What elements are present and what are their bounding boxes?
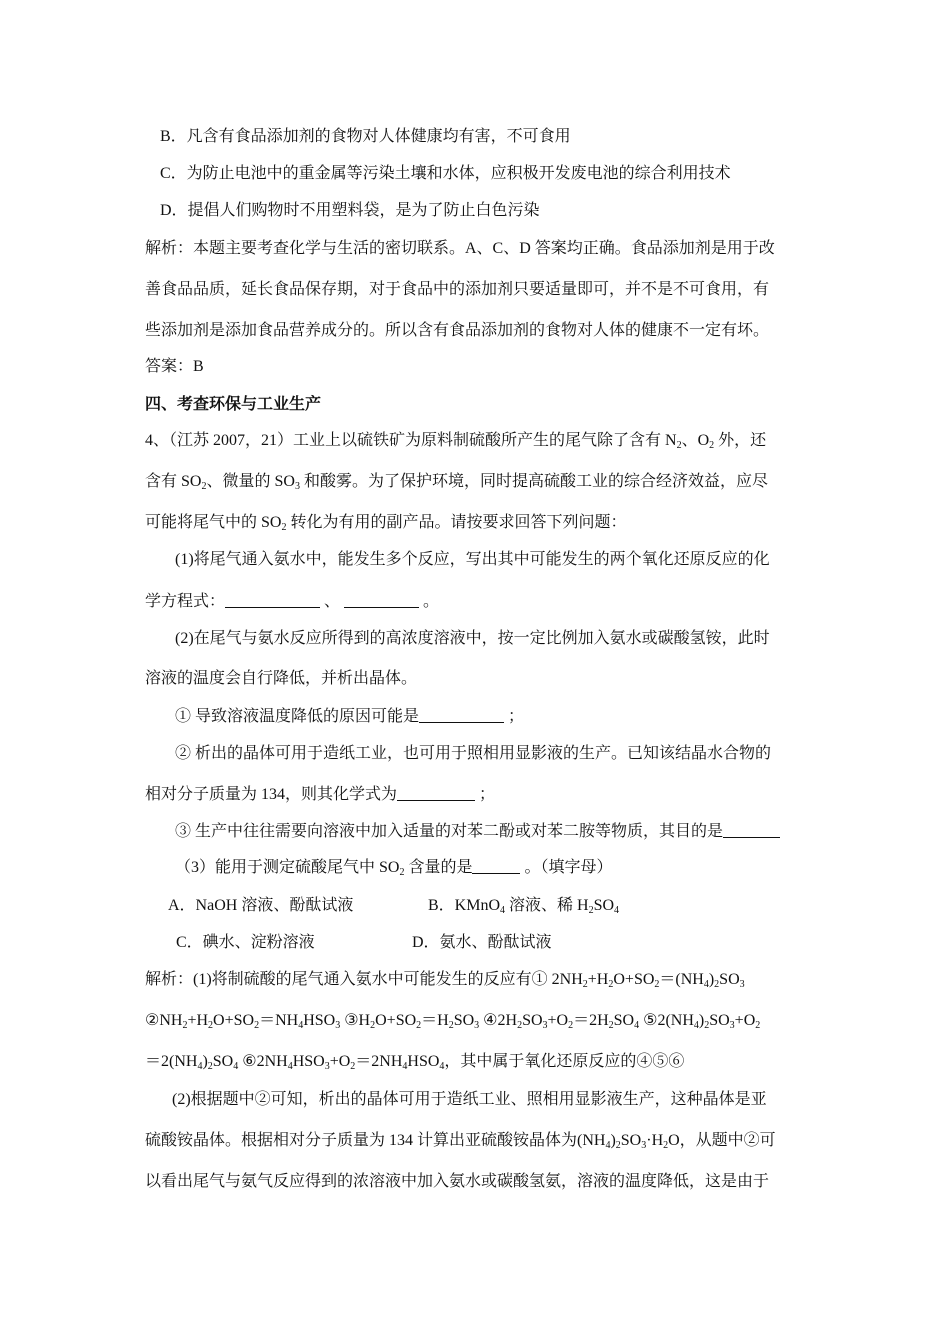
analysis2-line-1: 解析：(1)将制硫酸的尾气通入氨水中可能发生的反应有① $2NH_2+H_2O+SO_2=(NH_4)_2SO_3$ bbox=[145, 971, 745, 990]
option-b: B．凡含有食品添加剂的食物对人体健康均有害，不可食用 bbox=[160, 128, 571, 145]
analysis2-line-3: $=2(NH_4)_2SO_4$ $⑥2NH_4HSO_3+O_2=2NH_4HSO_4$，其中属于氧化还原反应的④⑤⑥ bbox=[145, 1053, 685, 1072]
q4-part1-line-1: (1)将尾气通入氨水中，能发生多个反应，写出其中可能发生的两个氧化还原反应的化 bbox=[175, 551, 770, 568]
answer-blank[interactable] bbox=[723, 821, 780, 838]
q4-line-3: 可能将尾气中的 $SO_2$ 转化为有用的副产品。请按要求回答下列问题： bbox=[145, 514, 627, 533]
analysis2-line-2: $②NH_2+H_2O+SO_2=NH_4HSO_3$ $③H_2O+SO_2=H_2SO_3$ $④2H_2SO_3+O_2=2H_2SO_4$ $⑤2(NH_4)_2SO_3+O_2$ bbox=[145, 1012, 761, 1031]
q4-sub3: ③ 生产中往往需要向溶液中加入适量的对苯二酚或对苯二胺等物质，其目的是 bbox=[175, 821, 780, 843]
choice-d: D．氨水、酚酞试液 bbox=[412, 934, 552, 951]
q4-line-2: 含有 $SO_2$、微量的 $SO_3$ 和酸雾。为了保护环境，同时提高硫酸工业的综合经济效益，应尽 bbox=[145, 473, 768, 492]
choice-a: A．NaOH 溶液、酚酞试液 bbox=[168, 897, 354, 914]
q4-part2-line-2: 溶液的温度会自行降低，并析出晶体。 bbox=[145, 670, 418, 687]
answer-blank[interactable] bbox=[225, 591, 320, 608]
analysis1-line: 解析：本题主要考查化学与生活的密切联系。A、C、D 答案均正确。食品添加剂是用于改 bbox=[145, 240, 775, 257]
analysis2-part2-line-3: 以看出尾气与氨气反应得到的浓溶液中加入氨水或碳酸氢氨，溶液的温度降低，这是由于 bbox=[145, 1173, 770, 1190]
section-heading: 四、考查环保与工业生产 bbox=[145, 396, 322, 413]
option-d: D．提倡人们购物时不用塑料袋，是为了防止白色污染 bbox=[160, 202, 540, 219]
answer-blank[interactable] bbox=[419, 706, 504, 723]
analysis2-part2-line-1: (2)根据题中②可知，析出的晶体可用于造纸工业、照相用显影液生产，这种晶体是亚 bbox=[172, 1091, 767, 1108]
answer-blank[interactable] bbox=[397, 784, 475, 801]
q4-sub1: ① 导致溶液温度降低的原因可能是 ； bbox=[175, 708, 525, 725]
q4-part2-line-1: (2)在尾气与氨水反应所得到的高浓度溶液中，按一定比例加入氨水或碳酸氢铵，此时 bbox=[175, 630, 770, 647]
q4-sub2-line-1: ② 析出的晶体可用于造纸工业，也可用于照相用显影液的生产。已知该结晶水合物的 bbox=[175, 745, 772, 762]
answer-1: 答案：B bbox=[145, 358, 204, 375]
q4-line-1: 4、（江苏 2007，21）工业上以硫铁矿为原料制硫酸所产生的尾气除了含有 $N_2$、$O_2$ 外，还 bbox=[145, 432, 767, 451]
analysis2-part2-line-2: 硫酸铵晶体。根据相对分子质量为 134 计算出亚硫酸铵晶体为$(NH_4)_2SO_3\cdot H_2O$，从题中②可 bbox=[145, 1132, 776, 1151]
analysis1-line: 善食品品质，延长食品保存期，对于食品中的添加剂只要适量即可，并不是不可食用，有 bbox=[145, 281, 770, 298]
option-c: C．为防止电池中的重金属等污染土壤和水体，应积极开发废电池的综合利用技术 bbox=[160, 165, 731, 182]
choice-b: B．KMnO$_4$ 溶液、稀 $H_2SO_4$ bbox=[428, 897, 620, 916]
answer-blank[interactable] bbox=[344, 591, 419, 608]
q4-part1-line-2: 学方程式： 、 。 bbox=[145, 593, 440, 610]
choice-c: C．碘水、淀粉溶液 bbox=[176, 934, 315, 951]
answer-blank[interactable] bbox=[472, 857, 520, 874]
q4-sub2-line-2: 相对分子质量为 134，则其化学式为 ； bbox=[145, 786, 496, 803]
analysis1-line: 些添加剂是添加食品营养成分的。所以含有食品添加剂的食物对人体的健康不一定有坏。 bbox=[145, 322, 770, 339]
q4-part3: （3）能用于测定硫酸尾气中 $SO_2$ 含量的是 。（填字母） bbox=[175, 859, 613, 878]
